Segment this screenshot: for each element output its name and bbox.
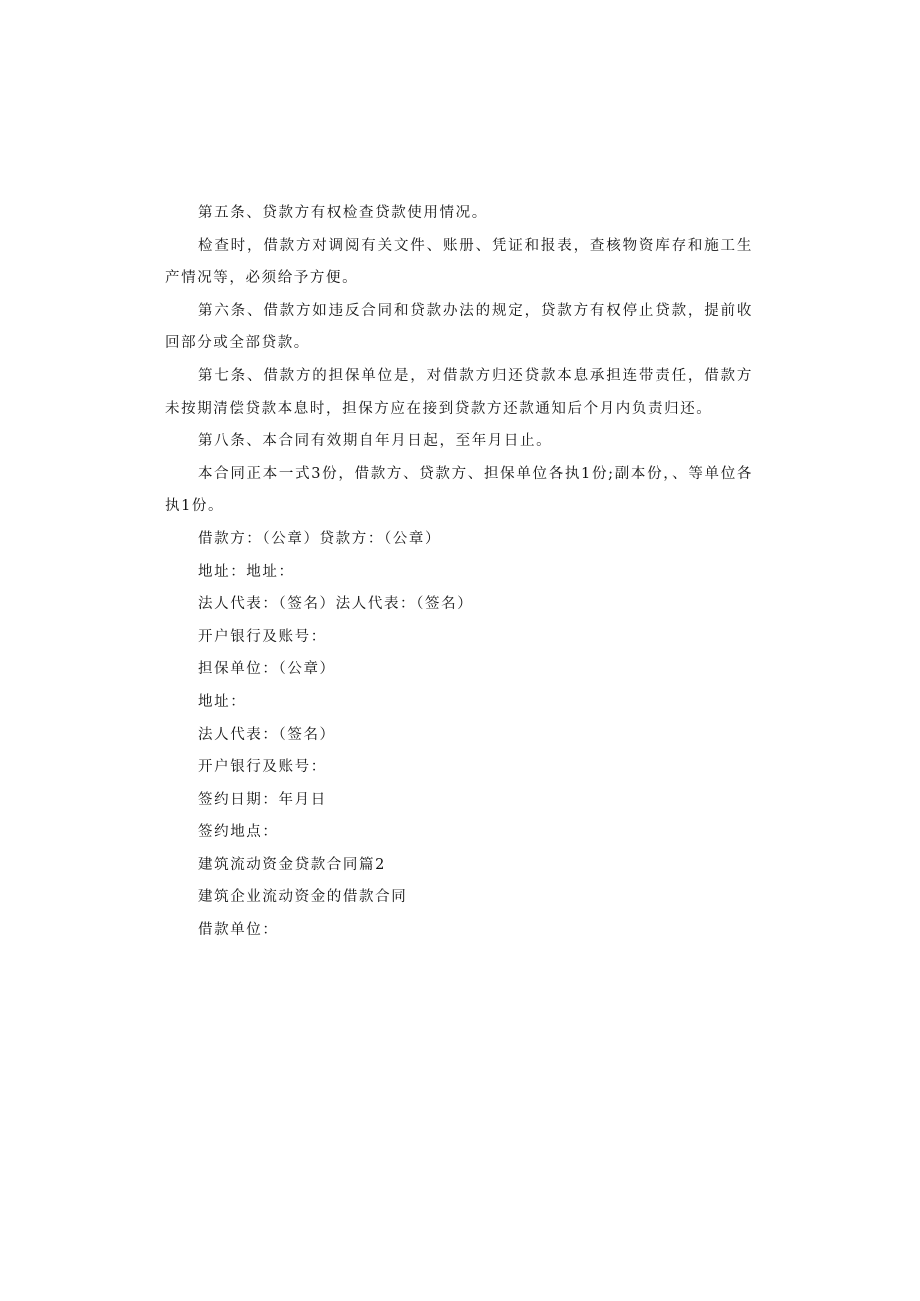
guarantor-address-line: 地址： [198,693,247,710]
copies-paragraph: 本合同正本一式3份，借款方、贷款方、担保单位各执1份;副本份，、等单位各执1份。 [165,465,753,515]
legal-representative-line: 法人代表：（签名）法人代表：（签名） [198,596,474,613]
inspection-paragraph: 检查时，借款方对调阅有关文件、账册、凭证和报表，查核物资库存和施工生产情况等，必须给予方便。 [165,237,753,287]
article-5-paragraph: 第五条、贷款方有权检查贷款使用情况。 [198,205,488,221]
contract-subtitle: 建筑企业流动资金的借款合同 [198,889,408,906]
guarantor-representative-line: 法人代表：（签名） [198,726,336,743]
borrower-lender-seal-line: 借款方：（公章）贷款方：（公章） [198,530,442,547]
document-body [165,197,753,947]
guarantor-seal-line: 担保单位：（公章） [198,661,336,678]
contract-title-2: 建筑流动资金贷款合同篇2 [198,856,386,873]
signing-place-line: 签约地点： [198,824,279,841]
article-6-paragraph: 第六条、借款方如违反合同和贷款办法的规定，贷款方有权停止贷款，提前收回部分或全部贷款。 [165,302,753,352]
address-line: 地址：地址： [198,563,295,580]
guarantor-bank-account-line: 开户银行及账号： [198,759,327,776]
article-8-paragraph: 第八条、本合同有效期自年月日起，至年月日止。 [198,433,553,450]
article-7-paragraph: 第七条、借款方的担保单位是，对借款方归还贷款本息承担连带责任，借款方未按期清偿贷款本息时，担保方应在接到贷款方还款通知后个月内负责归还。 [165,367,753,417]
bank-account-line: 开户银行及账号： [198,628,327,645]
borrowing-unit-line: 借款单位： [198,922,279,939]
signing-date-line: 签约日期：年月日 [198,791,327,808]
